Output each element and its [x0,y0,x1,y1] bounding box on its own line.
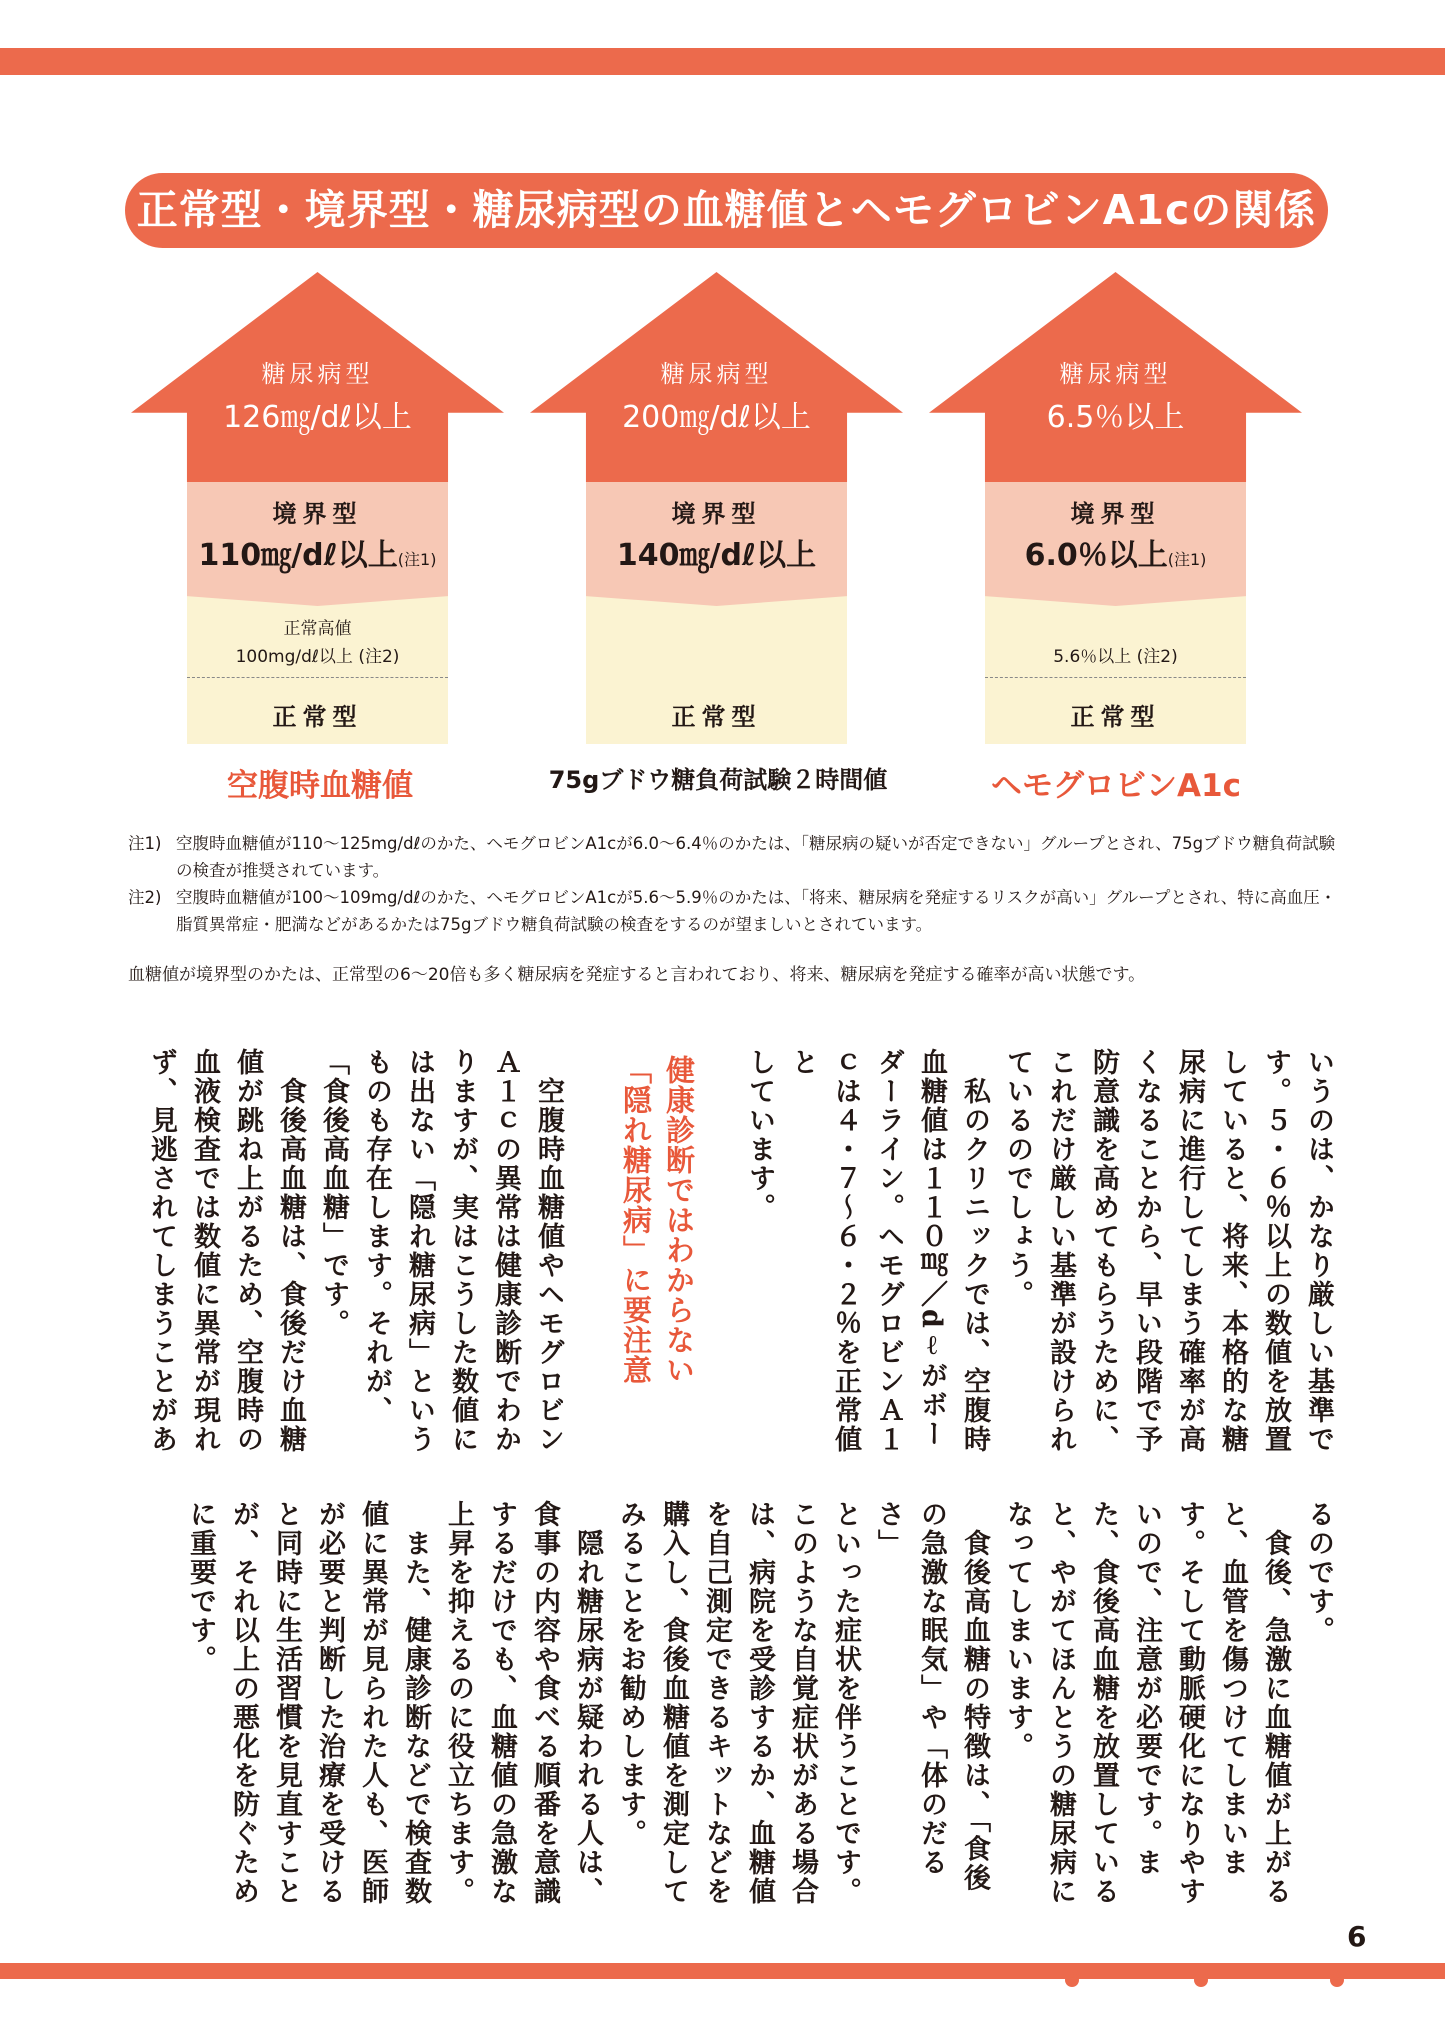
normal-label: 正常型 [1070,703,1161,731]
border-label: 境界型 [1070,500,1161,528]
text-column: と、血管を傷つけてしまいま [1217,1500,1248,1877]
footnote-tag: 注2) [128,888,162,907]
text-column: 食後、急激に血糖値が上がる [1260,1500,1291,1906]
arrow-hba1c [929,272,1302,752]
footnote-tag: 注1) [128,834,162,853]
text-column: また、健康診断などで検査数 [400,1500,431,1906]
text-column: 値に異常が見られた人も、医師 [357,1500,388,1906]
footnotes [128,830,1338,938]
high-normal-line [929,642,1302,667]
text-column: いので、注意が必要です。ま [1131,1500,1162,1877]
text-column: 値が跳ね上がるため、空腹時の [232,1048,263,1454]
text-column: これだけ厳しい基準が設けられ [1045,1048,1076,1454]
normal-label: 正常型 [671,703,762,731]
text-column: りますが、実はこうした数値に [447,1048,478,1454]
top-accent-bar [0,48,1445,75]
text-column: ものも存在します。それが、 [361,1048,392,1425]
border-label: 境界型 [272,500,363,528]
decor-dot [1194,1973,1208,1987]
diabetes-label: 糖尿病型 [261,360,374,388]
text-column: しています。 [744,1048,775,1222]
footnote-text: 空腹時血糖値が110～125mg/dℓのかた、ヘモグロビンA1cが6.0～6.4％のかたは、「糖尿病の疑いが否定できない」グループとされ、75gブドウ糖負荷試験の検査が推奨されています。 [176,834,1336,880]
text-column: 食後高血糖は、食後だけ血糖 [275,1048,306,1454]
text-column: 尿病に進行してしまう確率が高 [1174,1048,1205,1454]
text-column: す。そして動脈硬化になりやす [1174,1500,1205,1906]
text-column: 食事の内容や食べる順番を意識 [529,1500,560,1906]
text-column: 上昇を抑えるのに役立ちます。 [443,1500,474,1906]
section-heading [610,1055,700,1485]
text-column: といった症状を伴うことです。 [830,1500,861,1906]
border-note: (注1) [397,550,437,569]
text-column: 購入し、食後血糖値を測定して [658,1500,689,1906]
divider [187,677,448,678]
text-column: が必要と判断した治療を受ける [314,1500,345,1906]
border-note: (注1) [1167,550,1207,569]
border-value-line [929,530,1302,574]
chart-title-banner: 正常型・境界型・糖尿病型の血糖値とヘモグロビンA1cの関係 [125,173,1328,248]
text-column: た、食後高血糖を放置している [1088,1500,1119,1906]
high-normal-line [131,642,504,667]
text-column: に重要です。 [185,1500,216,1674]
text-column: を自己測定できるキットなどを [701,1500,732,1906]
diabetes-value: 126㎎/dℓ以上 [223,400,412,435]
text-column: Ａ１ｃの異常は健康診断でわか [490,1048,521,1454]
high-normal-value: 5.6％以上 [1053,647,1132,667]
text-column: 血糖値は１１０㎎／dℓがボー [916,1048,947,1449]
summary-text: 血糖値が境界型のかたは、正常型の6～20倍も多く糖尿病を発症すると言われており、将来、糖尿病を発症する確率が高い状態です。 [128,965,1146,985]
text-column: このような自覚症状がある場合 [787,1500,818,1906]
border-label: 境界型 [671,500,762,528]
high-normal-note: (注2) [358,647,400,667]
border-value-line [131,530,504,574]
text-column: 血液検査では数値に異常が現れ [189,1048,220,1454]
diabetes-label: 糖尿病型 [660,360,773,388]
caption-hba1c: ヘモグロビンA1c [991,768,1241,804]
text-column: は、病院を受診するか、血糖値 [744,1500,775,1906]
text-column: す。５・６％以上の数値を放置 [1260,1048,1291,1454]
body-upper-right [740,1048,1340,1478]
footnote-1 [128,830,1338,884]
heading-line-2: 「隠れ糖尿病」に要注意 [619,1055,653,1385]
text-column: と、やがてほんとうの糖尿病に [1045,1500,1076,1906]
text-column: ているのでしょう。 [1002,1048,1033,1309]
body-upper-left [125,1048,570,1478]
decor-dot [1065,1973,1079,1987]
text-column: 「食後高血糖」です。 [318,1048,349,1338]
text-column: いうのは、かなり厳しい基準で [1303,1048,1334,1454]
text-column: の急激な眠気」や「体のだるさ」 [873,1500,947,1877]
text-column: 防意識を高めてもらうために、 [1088,1048,1119,1454]
high-normal-label: 正常高値 [283,619,352,639]
text-column: が、それ以上の悪化を防ぐため [228,1500,259,1906]
border-value: 6.0％以上 [1024,538,1168,573]
text-column: ダーライン。ヘモグロビンＡ１ [873,1048,904,1454]
normal-label: 正常型 [272,703,363,731]
text-column: なってしまいます。 [1002,1500,1033,1761]
text-column: ｃは４・７～６・２％を正常値と [787,1048,861,1454]
border-value: 110㎎/dℓ以上 [198,538,398,573]
text-column: 私のクリニックでは、空腹時 [959,1048,990,1454]
text-column: くなることから、早い段階で予 [1131,1048,1162,1454]
text-column: るのです。 [1303,1500,1334,1645]
footnote-2 [128,884,1338,938]
high-normal-value: 100mg/dℓ以上 [235,647,353,667]
text-column: 隠れ糖尿病が疑われる人は、 [572,1500,603,1906]
page-number: 6 [1347,1920,1367,1953]
diabetes-value: 6.5％以上 [1046,400,1185,435]
caption-fasting: 空腹時血糖値 [227,768,413,804]
body-lower [125,1500,1340,1920]
text-column: していると、将来、本格的な糖 [1217,1048,1248,1454]
text-column: するだけでも、血糖値の急激な [486,1500,517,1906]
decor-dot [1330,1973,1344,1987]
text-column: ず、見逃されてしまうことがあ [146,1048,177,1454]
text-column: 食後高血糖の特徴は、「食後 [959,1500,990,1893]
diabetes-label: 糖尿病型 [1059,360,1172,388]
text-column: みることをお勧めします。 [615,1500,646,1848]
divider [985,677,1246,678]
high-normal-note: (注2) [1136,647,1178,667]
text-column: と同時に生活習慣を見直すこと [271,1500,302,1906]
text-column: 空腹時血糖値やヘモグロビン [533,1048,564,1454]
text-column: は出ない「隠れ糖尿病」という [404,1048,435,1454]
border-value: 140㎎/dℓ以上 [616,538,817,573]
diabetes-value: 200㎎/dℓ以上 [622,400,811,435]
arrow-fasting-glucose [131,272,504,752]
footnote-text: 空腹時血糖値が100～109mg/dℓのかた、ヘモグロビンA1cが5.6～5.9％のかたは、「将来、糖尿病を発症するリスクが高い」グループとされ、特に高血圧・脂質異常症・肥満などがあるかたは75gブドウ糖負荷試験の検査をするのが望ましいとされています。 [176,888,1337,934]
arrow-ogtt [530,272,903,752]
bottom-accent-bar [0,1963,1445,1979]
caption-ogtt: 75gブドウ糖負荷試験２時間値 [548,766,888,794]
heading-line-1: 健康診断ではわからない [662,1055,696,1385]
